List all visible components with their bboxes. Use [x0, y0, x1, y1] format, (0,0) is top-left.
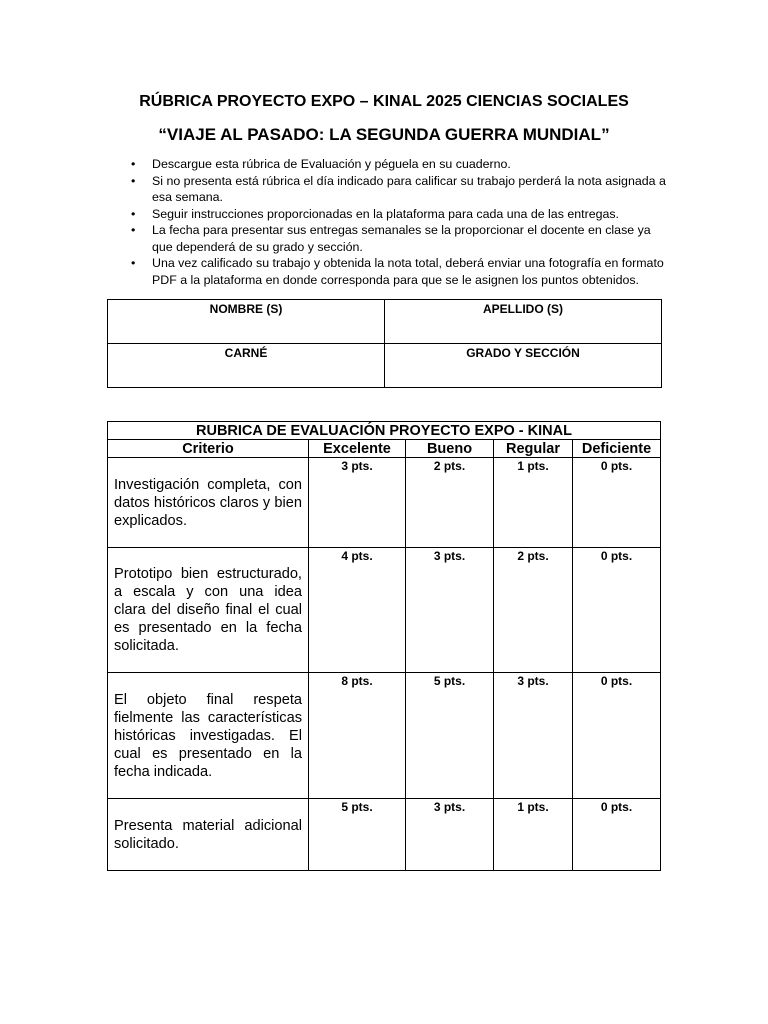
surname-label: APELLIDO (S) [483, 302, 563, 316]
instruction-text: La fecha para presentar sus entregas semanales se la proporcionar el docente en clase ya que dependerá de su grado y sección. [152, 223, 651, 254]
header-deficient: Deficiente [573, 440, 661, 458]
score-good[interactable]: 2 pts. [406, 458, 494, 548]
criterion-cell: Prototipo bien estructurado, a escala y con una idea clara del diseño final el cual es presentado en la fecha solicitada. [108, 548, 309, 673]
score-regular[interactable]: 2 pts. [494, 548, 573, 673]
student-info-table [107, 299, 662, 388]
document-title: RÚBRICA PROYECTO EXPO – KINAL 2025 CIENCIAS SOCIALES [139, 93, 629, 110]
instruction-text: Si no presenta está rúbrica el día indicado para calificar su trabajo perderá la nota asignada a esa semana. [152, 173, 666, 204]
score-good[interactable]: 3 pts. [406, 548, 494, 673]
rubric-title: RUBRICA DE EVALUACIÓN PROYECTO EXPO - KINAL [108, 422, 661, 440]
instruction-item [131, 173, 671, 206]
name-field[interactable] [108, 300, 385, 344]
rubric-table [107, 421, 661, 871]
rubric-row [108, 548, 661, 673]
name-label: NOMBRE (S) [209, 302, 283, 316]
document-subtitle: “VIAJE AL PASADO: LA SEGUNDA GUERRA MUNDIAL” [158, 125, 610, 144]
header-regular: Regular [494, 440, 573, 458]
score-excellent[interactable]: 5 pts. [309, 799, 406, 871]
grade-section-label: GRADO Y SECCIÓN [466, 346, 580, 360]
bullet-icon: • [131, 206, 136, 221]
score-regular[interactable]: 1 pts. [494, 458, 573, 548]
header-excellent: Excelente [309, 440, 406, 458]
score-regular[interactable]: 1 pts. [494, 799, 573, 871]
instruction-text: Una vez calificado su trabajo y obtenida la nota total, deberá enviar una fotografía en formato PDF a la plataforma en donde corresponda para que se le asignen los puntos obtenidos. [152, 256, 664, 287]
rubric-row [108, 673, 661, 799]
grade-section-field[interactable] [385, 344, 662, 388]
surname-field[interactable] [385, 300, 662, 344]
instruction-text: Descargue esta rúbrica de Evaluación y péguela en su cuaderno. [152, 157, 511, 171]
instructions-list [131, 156, 671, 288]
score-regular[interactable]: 3 pts. [494, 673, 573, 799]
score-deficient[interactable]: 0 pts. [573, 673, 661, 799]
criterion-cell: Presenta material adicional solicitado. [108, 799, 309, 871]
criterion-cell: Investigación completa, con datos históricos claros y bien explicados. [108, 458, 309, 548]
header-good: Bueno [406, 440, 494, 458]
score-good[interactable]: 5 pts. [406, 673, 494, 799]
rubric-header-row [108, 440, 661, 458]
score-good[interactable]: 3 pts. [406, 799, 494, 871]
score-deficient[interactable]: 0 pts. [573, 458, 661, 548]
bullet-icon: • [131, 173, 136, 188]
score-excellent[interactable]: 4 pts. [309, 548, 406, 673]
score-deficient[interactable]: 0 pts. [573, 548, 661, 673]
rubric-row [108, 458, 661, 548]
instruction-item [131, 206, 671, 223]
rubric-row [108, 799, 661, 871]
instruction-text: Seguir instrucciones proporcionadas en la plataforma para cada una de las entregas. [152, 206, 620, 221]
instruction-item [131, 156, 671, 173]
score-deficient[interactable]: 0 pts. [573, 799, 661, 871]
score-excellent[interactable]: 8 pts. [309, 673, 406, 799]
bullet-icon: • [131, 223, 136, 237]
id-field[interactable] [108, 344, 385, 388]
id-label: CARNÉ [224, 346, 268, 360]
score-excellent[interactable]: 3 pts. [309, 458, 406, 548]
criterion-cell: El objeto final respeta fielmente las características históricas investigadas. El cual es presentado en la fecha indicada. [108, 673, 309, 799]
header-criterion: Criterio [108, 440, 309, 458]
student-info-row [108, 300, 662, 344]
instruction-item [131, 255, 671, 288]
instruction-item [131, 222, 671, 255]
bullet-icon: • [131, 157, 136, 171]
bullet-icon: • [131, 256, 136, 270]
student-info-row [108, 344, 662, 388]
